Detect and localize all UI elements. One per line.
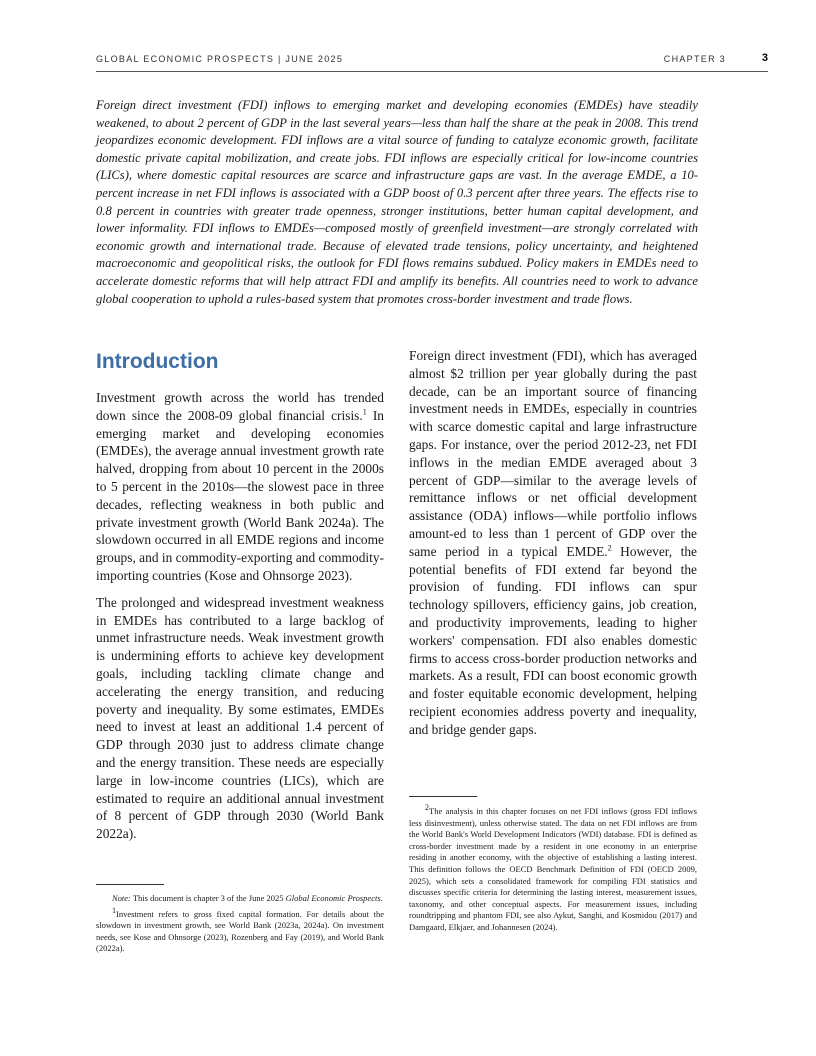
intro-paragraph-2: The prolonged and widespread investment weakness in EMDEs has contributed to a large backlog of unmet infrastructure needs. Weak investment growth is undermining efforts to achieve key development goals, including tackling climate change and accelerating the energy transition, and reducing poverty and inequality. By some estimates, EMDEs need to invest at least an additional 1.4 percent of GDP through 2030 just to address climate change and the energy transition. These needs are especially large in low-income countries (LICs), which are estimated to require an additional annual investment of 8 percent of GDP through 2030 (World Bank 2022a). <box>96 594 384 842</box>
footnote-2: $^2$The analysis in this chapter focuses on net FDI inflows (gross FDI inflows less disinvestment), unless otherwise stated. The data on net FDI inflows are from the World Bank's World Development Indicators (WDI) database. FDI is defined as cross-border investment made by a resident in one economy in an enterprise residing in another economy, with the objective of establishing a lasting interest. This definition follows the OECD Benchmark Definition of FDI (OECD 2009, 2025), which sets a consolidated framework for compiling FDI statistics and discusses specific criteria for determining the lasting interest, measurement issues, taxonomy, and other conceptual aspects. For measurement issues, including roundtripping and phantom FDI, see also Aykut, Sanghi, and Kosmidou (2017) and Damgaard, Elkjaer, and Johannesen (2024). <box>409 803 697 932</box>
footnote-ref-2[interactable]: 2 <box>607 543 612 553</box>
footnotes-right <box>409 803 697 938</box>
running-header <box>96 50 768 70</box>
footnote-rule-right <box>409 796 477 797</box>
left-column <box>96 347 384 852</box>
footnotes-left <box>96 893 384 959</box>
header-rule <box>96 71 768 72</box>
chapter-abstract: Foreign direct investment (FDI) inflows to emerging market and developing economies (EMDEs) have steadily weakened, to about 2 percent of GDP in the last several years—less than half the share at the peak in 2008. This trend jeopardizes economic development. FDI inflows are a vital source of funding to catalyze economic growth, facilitate domestic private capital mobilization, and create jobs. FDI inflows are especially critical for low-income countries (LICs), where domestic capital resources are scarce and infrastructure gaps are vast. In the average EMDE, a 10-percent increase in net FDI inflows is associated with a GDP boost of 0.3 percent after three years. The effects rise to 0.8 percent in countries with greater trade openness, stronger institutions, better human capital development, and lower informality. FDI inflows to EMDEs—composed mostly of greenfield investment—are strongly correlated with economic growth and international trade. Because of elevated trade tensions, policy uncertainty, and heightened macroeconomic and geopolitical risks, the outlook for FDI flows remains subdued. Policy makers in EMDEs need to accelerate domestic reforms that will help attract FDI and amplify its benefits. All countries need to work to advance global cooperation to uphold a rules-based system that promotes cross-border investment and trade flows. <box>96 98 698 306</box>
document-note: Note: This document is chapter 3 of the June 2025 Global Economic Prospects. <box>112 893 383 903</box>
section-heading: Introduction <box>96 350 219 373</box>
intro-paragraph-3: Foreign direct investment (FDI), which has averaged almost $2 trillion per year globally during the past decade, can be an important source of financing investment needs in EMDEs, especially in countries with scarce domestic capital and large infrastructure gaps. For instance, over the period 2012-23, net FDI inflows in the median EMDE averaged about 3 percent of GDP—similar to the average levels of remittance inflows or net official development assistance (ODA) inflows—while portfolio inflows amount-ed to less than 1 percent of GDP over the same period in a typical EMDE.$^2$ However, the potential benefits of FDI extend far beyond the provision of funding. FDI inflows can spur technology spillovers, efficiency gains, job creation, and productivity improvements, leading to higher workers' compensation. FDI also enables domestic firms to access cross-border production networks and markets. As a result, FDI can boost economic growth and foster equitable economic development, helping recipient economies address poverty and inequality, and bridge gender gaps. <box>409 348 697 737</box>
running-title: GLOBAL ECONOMIC PROSPECTS | JUNE 2025 <box>96 54 344 64</box>
chapter-label: CHAPTER 3 <box>663 54 726 64</box>
page-number: 3 <box>761 52 768 64</box>
intro-paragraph-1: Investment growth across the world has trended down since the 2008-09 global financial crisis.$^1$ In emerging market and developing economies (EMDEs), the average annual investment growth rate halved, dropping from about 10 percent in the 2000s to 5 percent in the 2010s—the slowest pace in three decades, reflecting weakness in both public and private investment growth (World Bank 2024a). The slowdown occurred in all EMDE regions and income groups, and in commodity-exporting and commodity-importing countries (Kose and Ohnsorge 2023). <box>96 390 384 583</box>
footnote-1: $^1$Investment refers to gross fixed capital formation. For details about the slowdown in investment growth, see World Bank (2023a, 2024a). On investment needs, see Kose and Ohnsorge (2023), Rozenberg and Fay (2019), and World Bank (2022a). <box>96 905 384 954</box>
footnote-ref-1[interactable]: 1 <box>362 407 367 417</box>
right-column <box>409 347 697 748</box>
footnote-rule-left <box>96 884 164 885</box>
